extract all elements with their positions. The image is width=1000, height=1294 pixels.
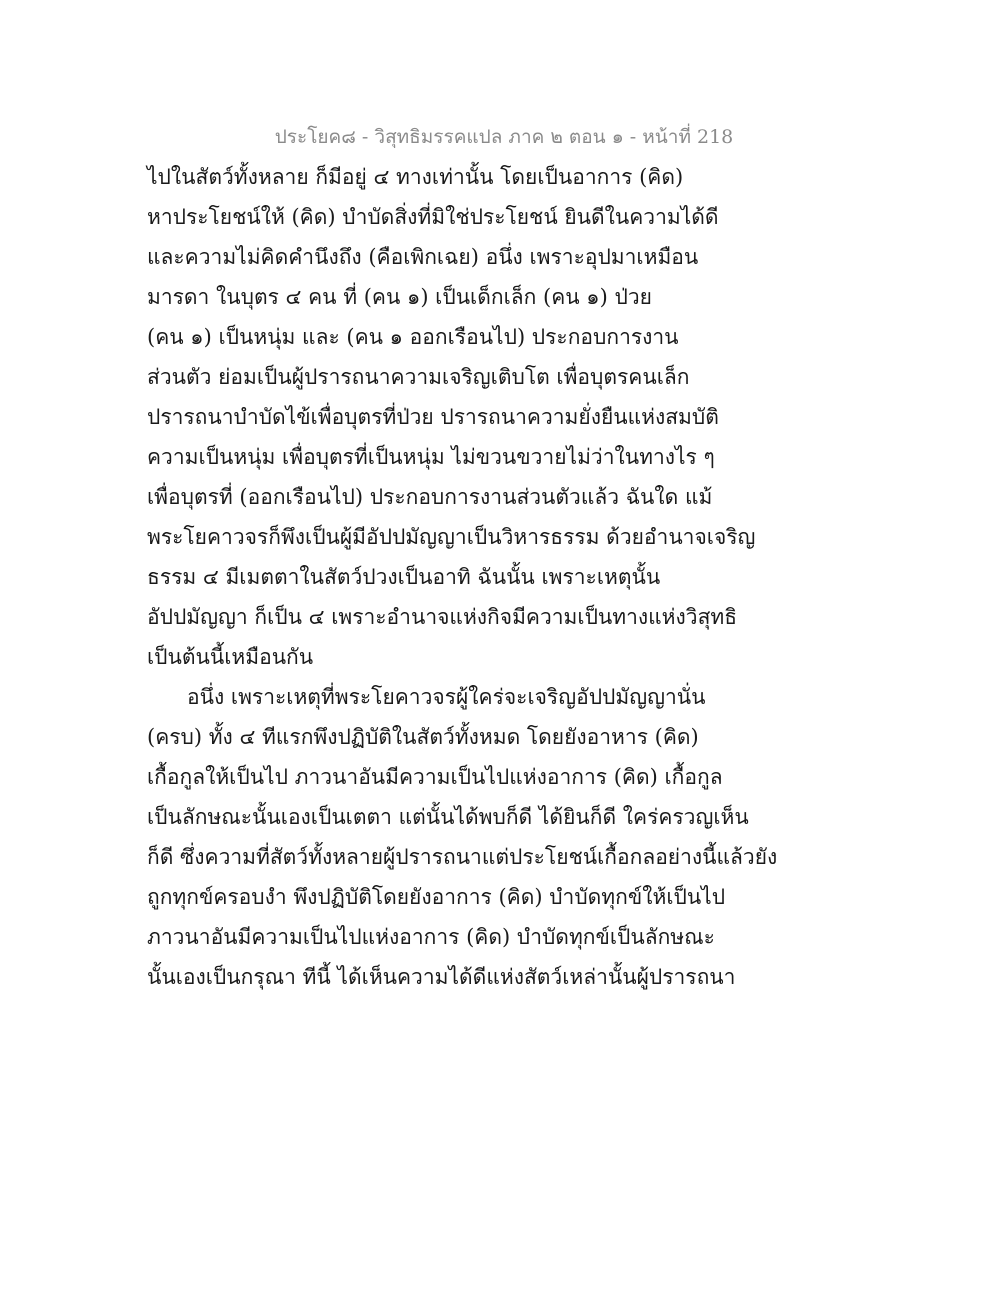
- text-line: นั้นเองเป็นกรุณา ทีนี้ ได้เห็นความได้ดีแห่งสัตว์เหล่านั้นผู้ปรารถนา: [147, 965, 736, 989]
- text-line: ไปในสัตว์ทั้งหลาย ก็มีอยู่ ๔ ทางเท่านั้น โดยเป็นอาการ (คิด): [147, 165, 684, 189]
- text-line: มารดา ในบุตร ๔ คน ที่ (คน ๑) เป็นเด็กเล็ก (คน ๑) ป่วย: [147, 285, 652, 309]
- text-line: พระโยคาวจรก็พึงเป็นผู้มีอัปปมัญญาเป็นวิหารธรรม ด้วยอำนาจเจริญ: [147, 525, 756, 549]
- text-line: เพื่อบุตรที่ (ออกเรือนไป) ประกอบการงานส่วนตัวแล้ว ฉันใด แม้: [147, 485, 713, 509]
- running-header-text: ประโยค๘ - วิสุทธิมรรคแปล ภาค ๒ ตอน ๑ - หน้าที่ 218: [274, 126, 734, 148]
- text-line: ธรรม ๔ มีเมตตาในสัตว์ปวงเป็นอาทิ ฉันนั้น เพราะเหตุนั้น: [147, 565, 661, 589]
- text-line: อัปปมัญญา ก็เป็น ๔ เพราะอำนาจแห่งกิจมีความเป็นทางแห่งวิสุทธิ: [147, 605, 738, 629]
- text-line: ปรารถนาบำบัดไข้เพื่อบุตรที่ป่วย ปรารถนาความยั่งยืนแห่งสมบัติ: [147, 405, 719, 429]
- paragraph-start-line: อนึ่ง เพราะเหตุที่พระโยคาวจรผู้ใคร่จะเจริญอัปปมัญญานั่น: [187, 685, 706, 709]
- text-line: (คน ๑) เป็นหนุ่ม และ (คน ๑ ออกเรือนไป) ประกอบการงาน: [147, 325, 679, 349]
- text-line: ภาวนาอันมีความเป็นไปแห่งอาการ (คิด) บำบัดทุกข์เป็นลักษณะ: [147, 925, 715, 949]
- text-line: หาประโยชน์ให้ (คิด) บำบัดสิ่งที่มิใช่ประโยชน์ ยินดีในความได้ดี: [147, 205, 719, 229]
- text-line: ความเป็นหนุ่ม เพื่อบุตรที่เป็นหนุ่ม ไม่ขวนขวายไม่ว่าในทางไร ๆ: [147, 445, 715, 469]
- text-line: (ครบ) ทั้ง ๔ ทีแรกพึงปฏิบัติในสัตว์ทั้งหมด โดยยังอาหาร (คิด): [147, 725, 699, 749]
- text-line: เป็นต้นนี้เหมือนกัน: [147, 645, 314, 669]
- text-line: ถูกทุกข์ครอบงำ พึงปฏิบัติโดยยังอาการ (คิด) บำบัดทุกข์ให้เป็นไป: [147, 885, 726, 909]
- text-line: ส่วนตัว ย่อมเป็นผู้ปรารถนาความเจริญเติบโต เพื่อบุตรคนเล็ก: [147, 365, 690, 389]
- text-line: ก็ดี ซึ่งความที่สัตว์ทั้งหลายผู้ปรารถนาแต่ประโยชน์เกื้อกลอย่างนี้แล้วยัง: [147, 845, 778, 869]
- running-header: [0, 122, 1000, 152]
- text-line: เป็นลักษณะนั้นเองเป็นเตตา แต่นั้นได้พบก็ดี ได้ยินก็ดี ใคร่ครวญเห็น: [147, 805, 749, 829]
- body-text: [147, 157, 778, 997]
- text-line: เกื้อกูลให้เป็นไป ภาวนาอันมีความเป็นไปแห่งอาการ (คิด) เกื้อกูล: [147, 765, 723, 789]
- text-line: และความไม่คิดคำนึงถึง (คือเพิกเฉย) อนึ่ง เพราะอุปมาเหมือน: [147, 245, 699, 269]
